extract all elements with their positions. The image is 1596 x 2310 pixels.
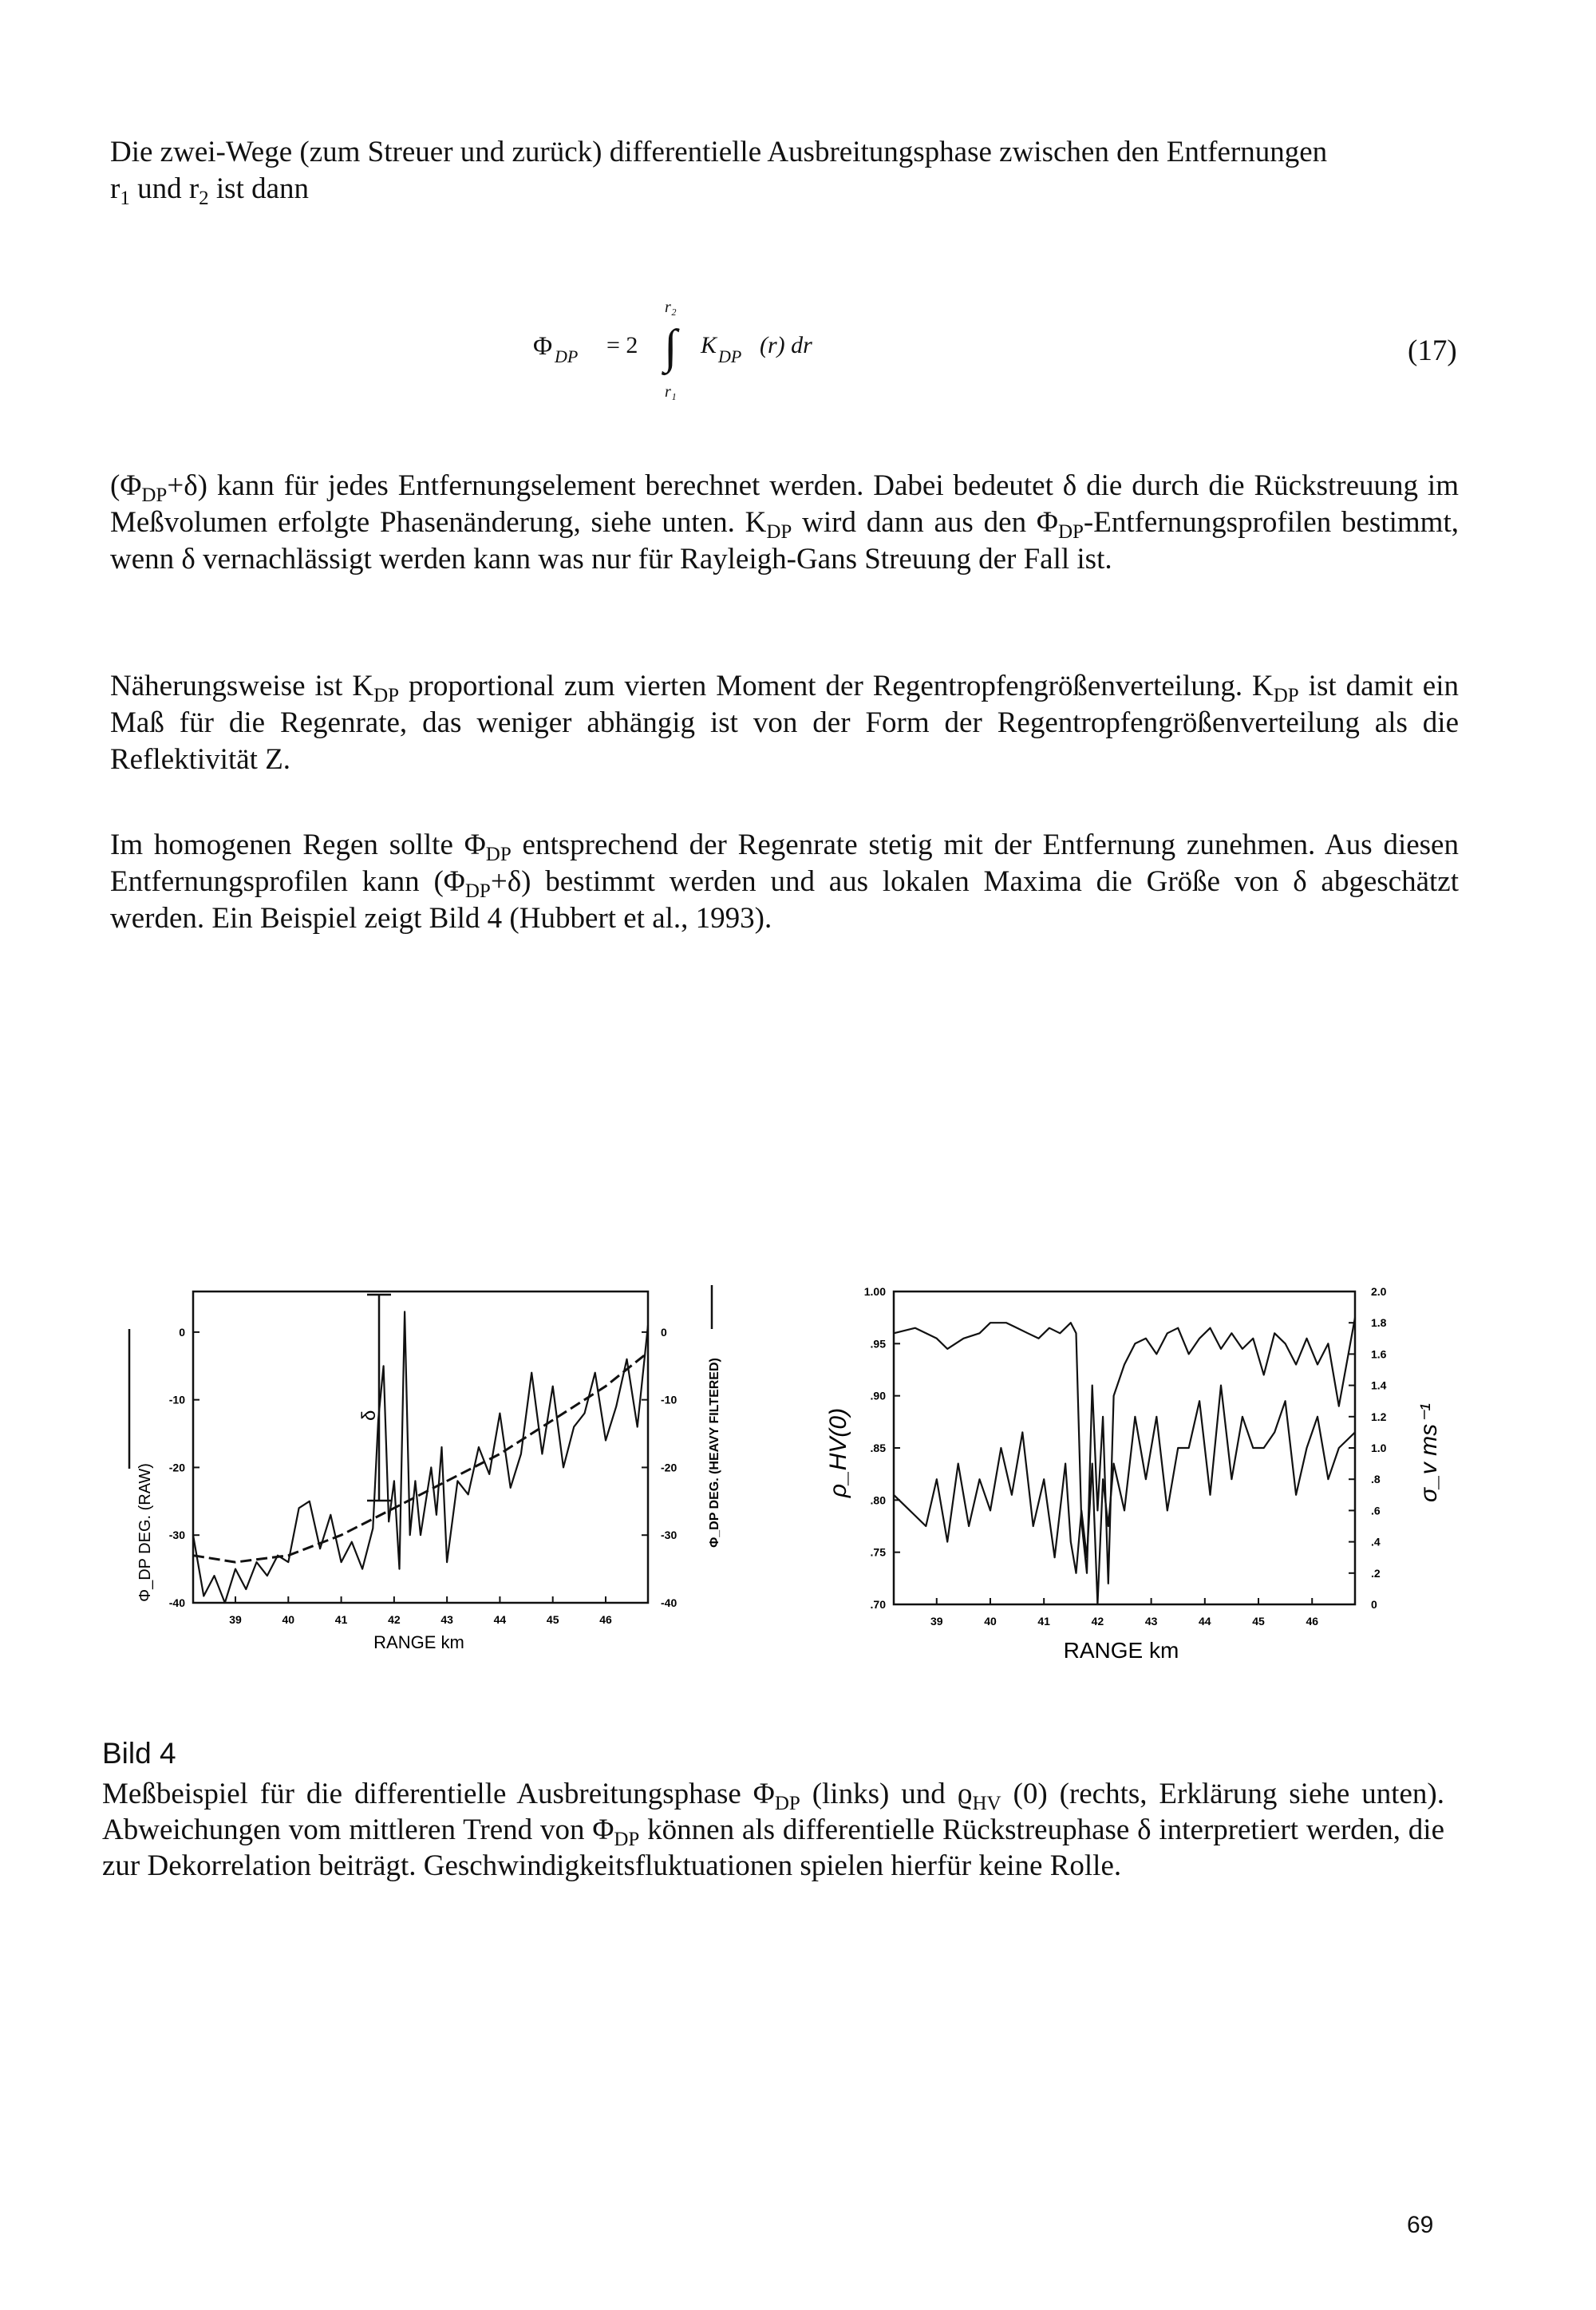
y-axis-label-right: Φ_DP DEG. (HEAVY FILTERED) bbox=[708, 1358, 721, 1548]
y-tick-label: .95 bbox=[870, 1337, 886, 1351]
y2-tick-label: -40 bbox=[661, 1596, 678, 1609]
x-tick-label: 44 bbox=[493, 1613, 507, 1626]
intro-paragraph: Die zwei-Wege (zum Streuer und zurück) differentielle Ausbreitungsphase zwischen den Entfernungen $r_1$ und $r_2$ ist dann bbox=[110, 136, 1328, 209]
y2-tick-label: -20 bbox=[661, 1461, 678, 1474]
equation-number: (17) bbox=[1408, 334, 1457, 367]
x-axis-label: RANGE km bbox=[373, 1632, 464, 1652]
delta-annotation: δ bbox=[358, 1410, 380, 1421]
x-tick-label: 42 bbox=[1091, 1615, 1104, 1628]
paragraph-3: Im homogenen Regen sollte $\Phi_{DP}$ entsprechend der Regenrate stetig mit der Entfernung zunehmen. Aus diesen Entfernungsprofilen kann $(\Phi_{DP}+\delta)$ bestimmt werden und aus lokalen Maxima die Größe von δ abgeschätzt werden. Ein Beispiel zeigt Bild 4 (Hubbert et al., 1993). bbox=[110, 829, 1459, 935]
phi-dp-chart bbox=[112, 1269, 766, 1676]
equation-17: Φ DP = 2 ∫ r₂ r₁ K DP (r) dr bbox=[533, 299, 812, 401]
x-tick-label: 43 bbox=[1144, 1615, 1158, 1628]
y-axis-label-left: Φ_DP DEG. (RAW) bbox=[136, 1463, 154, 1602]
x-tick-label: 43 bbox=[440, 1613, 453, 1626]
y-tick-label: -20 bbox=[168, 1461, 185, 1474]
x-tick-label: 40 bbox=[984, 1615, 997, 1628]
y2-tick-label: 0 bbox=[1371, 1598, 1377, 1611]
paragraph-2: Näherungsweise ist $K_{DP}$ proportional zum vierten Moment der Regentropfengrößenverteilung. $K_{DP}$ ist damit ein Maß für die Regenrate, das weniger abhängig ist von der Form der Regentropfengrößenverteilung als die Reflektivität Z. bbox=[110, 670, 1459, 776]
intro-line1: Die zwei-Wege (zum Streuer und zurück) differentielle Ausbreitungsphase zwischen den Entfernungen bbox=[110, 136, 1328, 168]
x-tick-label: 44 bbox=[1199, 1615, 1211, 1628]
y-axis-label-left: ρ_HV(0) bbox=[825, 1407, 851, 1498]
y2-tick-label: .4 bbox=[1371, 1535, 1381, 1549]
y-tick-label: .85 bbox=[870, 1442, 886, 1454]
x-axis-label: RANGE km bbox=[1063, 1638, 1179, 1663]
series-line-sigma-v bbox=[894, 1386, 1355, 1604]
series-line-rho-hv-0- bbox=[894, 1318, 1355, 1584]
y-tick-label: -40 bbox=[168, 1596, 185, 1609]
y-tick-label: .80 bbox=[870, 1493, 886, 1507]
x-tick-label: 40 bbox=[282, 1613, 295, 1626]
y-tick-label: .90 bbox=[870, 1389, 886, 1402]
plot-frame bbox=[193, 1291, 648, 1603]
y-tick-label: .75 bbox=[870, 1545, 886, 1559]
y-tick-label: -10 bbox=[168, 1393, 185, 1406]
x-tick-label: 46 bbox=[599, 1613, 612, 1626]
page-number: 69 bbox=[1407, 2212, 1434, 2238]
x-tick-label: 39 bbox=[930, 1615, 943, 1628]
x-tick-label: 45 bbox=[1252, 1615, 1265, 1628]
y2-tick-label: 1.6 bbox=[1371, 1347, 1387, 1361]
y2-tick-label: 1.2 bbox=[1371, 1410, 1387, 1423]
x-tick-label: 45 bbox=[546, 1613, 559, 1626]
y2-tick-label: 2.0 bbox=[1371, 1285, 1387, 1298]
y-tick-label: -30 bbox=[168, 1529, 185, 1542]
figure-caption-title: Bild 4 bbox=[102, 1737, 176, 1770]
paragraph-1: $(\Phi_{DP}+\delta)$ kann für jedes Entfernungselement berechnet werden. Dabei bedeutet δ die durch die Rückstreuung im Meßvolumen erfolgte Phasenänderung, siehe unten. $K_{DP}$ wird dann aus den $\Phi_{DP}$-Entfernungsprofilen bestimmt, wenn δ vernachlässigt werden kann was nur für Rayleigh-Gans Streuung der Fall ist. bbox=[110, 469, 1459, 576]
x-tick-label: 46 bbox=[1306, 1615, 1319, 1628]
y-tick-label: 0 bbox=[179, 1325, 185, 1339]
x-tick-label: 41 bbox=[1037, 1615, 1050, 1628]
x-tick-label: 41 bbox=[334, 1613, 348, 1626]
y-axis-label-right: σ_v ms⁻¹ bbox=[1416, 1403, 1442, 1502]
y-tick-label: 1.00 bbox=[863, 1285, 886, 1298]
y2-tick-label: .2 bbox=[1371, 1566, 1381, 1580]
figure-caption: Meßbeispiel für die differentielle Ausbreitungsphase $\Phi_{DP}$ (links) und $ϱ_{HV}$ (0) (rechts, Erklärung siehe unten). Abweichungen vom mittleren Trend von $\Phi_{DP}$ können als differentielle Rückstreuphase δ interpretiert werden, die zur Dekorrelation beiträgt. Geschwindigkeitsfluktuationen spielen hierfür keine Rolle. bbox=[102, 1778, 1444, 1882]
x-tick-label: 39 bbox=[229, 1613, 242, 1626]
y2-tick-label: 0 bbox=[661, 1325, 667, 1339]
y2-tick-label: 1.8 bbox=[1371, 1316, 1387, 1330]
rho-hv-chart bbox=[806, 1269, 1460, 1676]
y2-tick-label: -10 bbox=[661, 1393, 678, 1406]
x-tick-label: 42 bbox=[388, 1613, 401, 1626]
y2-tick-label: .6 bbox=[1371, 1504, 1381, 1517]
y2-tick-label: 1.4 bbox=[1371, 1378, 1387, 1392]
y-tick-label: .70 bbox=[870, 1598, 886, 1611]
y2-tick-label: .8 bbox=[1371, 1473, 1381, 1486]
y2-tick-label: 1.0 bbox=[1371, 1442, 1387, 1454]
y2-tick-label: -30 bbox=[661, 1529, 678, 1542]
